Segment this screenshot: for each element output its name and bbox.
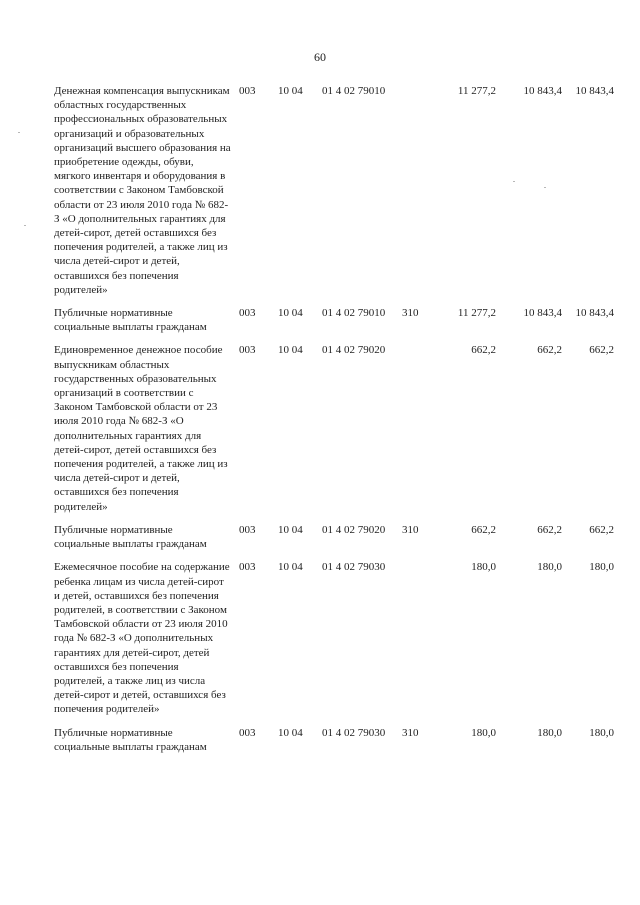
target-article-code: 01 4 02 79010 (322, 85, 386, 97)
department-code: 003 (239, 561, 256, 574)
amount-year-3: 10 843,4 (575, 307, 614, 320)
row-description: Ежемесячное пособие на содержание ребенка лицам из числа детей-сирот и детей, оставшихся без попечения родителей, в соответствии с Законом Тамбовской области от 23 июля 2010 года № 682-З «О дополнительных гарантиях для детей-сирот, детей оставшихся без попечения родителей, а также лиц из числа детей-сирот и детей, оставшихся без попечения родителей» (54, 561, 230, 716)
row-description: Денежная компенсация выпускникам областных государственных профессиональных образовательных организаций и образовательных организаций высшего образования на приобретение одежды, обуви, мягкого инвентаря и оборудования в соответствии с Законом Тамбовской области от 23 июля 2010 года № 682-З «О дополнительных гарантиях для детей-сирот, детей оставшихся без попечения родителей, а также лиц из числа детей-сирот и детей, оставшихся без попечения родителей» (54, 85, 231, 296)
department-code: 003 (239, 344, 256, 357)
target-article-code: 01 4 02 79010 (322, 307, 386, 320)
amount-year-1: 11 277,2 (457, 307, 496, 320)
amount-year-2: 180,0 (537, 561, 562, 574)
section-code: 10 04 (278, 344, 303, 357)
amount-year-3: 10 843,4 (575, 85, 614, 97)
department-code: 003 (239, 85, 256, 97)
row-description: Единовременное денежное пособие выпускникам областных государственных образовательных организаций в соответствии с Законом Тамбовской области от 23 июля 2010 года № 682-З «О дополнительных гарантиях для детей-сирот, детей оставшихся без попечения родителей, а также лиц из числа детей-сирот и детей, оставшихся без попечения родителей» (54, 344, 228, 513)
table-row (54, 560, 614, 716)
budget-table (54, 84, 614, 763)
section-code: 10 04 (278, 307, 303, 320)
target-article-code: 01 4 02 79020 (322, 344, 386, 357)
section-code: 10 04 (278, 726, 303, 739)
amount-year-1: 11 277,2 (457, 85, 496, 97)
table-row (54, 343, 614, 513)
amount-year-3: 180,0 (589, 561, 614, 574)
amount-year-3: 180,0 (589, 726, 614, 739)
row-description: Публичные нормативные социальные выплаты гражданам (54, 523, 207, 551)
amount-year-2: 10 843,4 (523, 85, 562, 97)
expense-type-code: 310 (402, 726, 419, 739)
table-row (54, 523, 614, 551)
scan-speck (513, 181, 515, 182)
section-code: 10 04 (278, 85, 303, 97)
scan-speck (544, 187, 546, 188)
amount-year-1: 662,2 (471, 523, 496, 536)
section-code: 10 04 (278, 561, 303, 574)
scan-speck (24, 225, 26, 226)
target-article-code: 01 4 02 79030 (322, 726, 386, 739)
amount-year-2: 10 843,4 (523, 307, 562, 320)
amount-year-3: 662,2 (589, 523, 614, 536)
target-article-code: 01 4 02 79030 (322, 561, 386, 574)
amount-year-2: 662,2 (537, 344, 562, 357)
target-article-code: 01 4 02 79020 (322, 523, 386, 536)
table-row (54, 84, 614, 297)
scan-speck (18, 132, 20, 133)
amount-year-2: 662,2 (537, 523, 562, 536)
section-code: 10 04 (278, 523, 303, 536)
table-row (54, 306, 614, 334)
expense-type-code: 310 (402, 307, 419, 320)
table-row (54, 726, 614, 754)
amount-year-2: 180,0 (537, 726, 562, 739)
row-description: Публичные нормативные социальные выплаты гражданам (54, 307, 207, 334)
row-description: Публичные нормативные социальные выплаты гражданам (54, 726, 207, 753)
page-number: 60 (314, 50, 326, 64)
amount-year-1: 662,2 (471, 344, 496, 357)
amount-year-1: 180,0 (471, 726, 496, 739)
department-code: 003 (239, 726, 256, 739)
amount-year-3: 662,2 (589, 344, 614, 357)
department-code: 003 (239, 523, 256, 536)
expense-type-code: 310 (402, 523, 419, 536)
department-code: 003 (239, 307, 256, 320)
amount-year-1: 180,0 (471, 561, 496, 574)
